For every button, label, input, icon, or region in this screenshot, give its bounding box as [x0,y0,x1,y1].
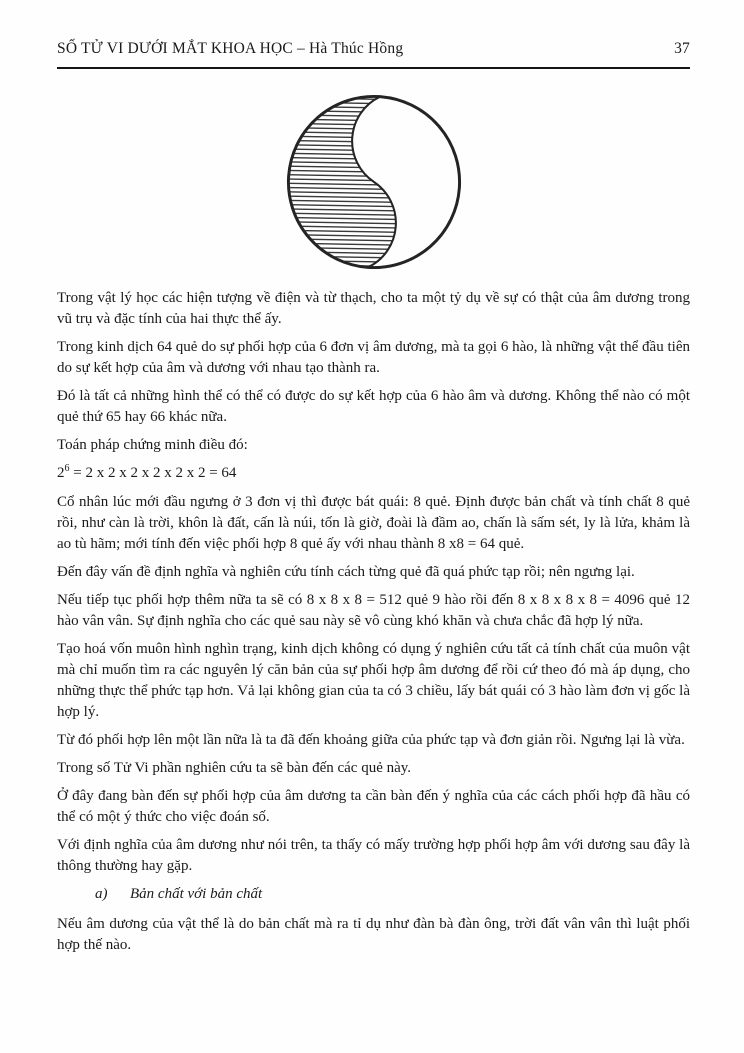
paragraph: Cổ nhân lúc mới đầu ngưng ở 3 đơn vị thì được bát quái: 8 quẻ. Định được bản chất và tính chất 8 quẻ rồi, như càn là trời, khôn là đất, cấn là núi, tốn là giờ, đoài là đầm ao, chấn là sấm sét, ly là lửa, khảm là ao tù hãm; mới tính đến việc phối hợp 8 quẻ ấy với nhau thành 8 x8 = 64 quẻ. [57,494,690,552]
paragraph: Đó là tất cả những hình thể có thể có được do sự kết hợp của 6 hào âm và dương. Không thể nào có một quẻ thứ 65 hay 66 khác nữa. [57,388,690,425]
paragraph: Trong số Tử Vi phần nghiên cứu ta sẽ bàn đến các quẻ này. [57,760,412,776]
paragraph: Tạo hoá vốn muôn hình nghìn trạng, kinh dịch không có dụng ý nghiên cứu tất cả tính chất của muôn vật mà chỉ muốn tìm ra các nguyên lý căn bản của sự phối hợp âm dương để rồi cứ theo đó mà áp dụng, cho những thực thể phức tạp hơn. Vả lại không gian của ta có 3 chiều, lấy bát quái có 3 hào làm đơn vị gốc là hợp lý. [57,641,690,720]
paragraph: Trong kinh dịch 64 quẻ do sự phối hợp của 6 đơn vị âm dương, mà ta gọi 6 hào, là những vật thể đầu tiên do sự kết hợp của âm và dương với nhau tạo thành ra. [57,339,690,376]
page-number: 37 [674,40,690,57]
formula-exponent: 6 [64,463,70,474]
page-body [57,288,690,956]
formula-expression: = 2 x 2 x 2 x 2 x 2 x 2 = 64 [73,465,237,481]
paragraph: Trong vật lý học các hiện tượng về điện và từ thạch, cho ta một tỷ dụ về sự có thật của âm dương trong vũ trụ và đặc tính của hai thực thể ấy. [57,290,690,327]
paragraph: Nếu âm dương của vật thể là do bản chất mà ra tỉ dụ như đàn bà đàn ông, trời đất vân vân thì luật phối hợp thế nào. [57,916,690,953]
math-formula [57,463,690,484]
yin-yang-icon [278,89,470,275]
page-header [57,40,690,69]
paragraph: Từ đó phối hợp lên một lần nữa là ta đã đến khoảng giữa của phức tạp và đơn giản rồi. Ngưng lại là vừa. [57,732,685,748]
list-item-a [57,884,690,905]
paragraph: Nếu tiếp tục phối hợp thêm nữa ta sẽ có 8 x 8 x 8 = 512 quẻ 9 hào rồi đến 8 x 8 x 8 x 8 = 4096 quẻ 12 hào vân vân. Sự định nghĩa cho các quẻ sau này sẽ vô cùng khó khăn và chưa chắc đã hợp lý nữa. [57,592,690,629]
formula-base: 2 [57,465,65,481]
paragraph: Ở đây đang bàn đến sự phối hợp của âm dương ta cần bàn đến ý nghĩa của các cách phối hợp đã hầu có thể có một ý thức cho việc đoán số. [57,788,690,825]
paragraph: Đến đây vấn đề định nghĩa và nghiên cứu tính cách từng quẻ đã quá phức tạp rồi; nên ngưng lại. [57,564,635,580]
book-title: SỐ TỬ VI DƯỚI MẮT KHOA HỌC – Hà Thúc Hồng [57,40,404,57]
paragraph: Với định nghĩa của âm dương như nói trên, ta thấy có mấy trường hợp phối hợp âm với dương sau đây là thông thường hay gặp. [57,837,690,874]
paragraph: Toán pháp chứng minh điều đó: [57,437,248,453]
list-item-label: Bản chất với bản chất [130,886,263,902]
yin-yang-figure [57,89,690,275]
list-item-marker: a) [95,886,108,902]
